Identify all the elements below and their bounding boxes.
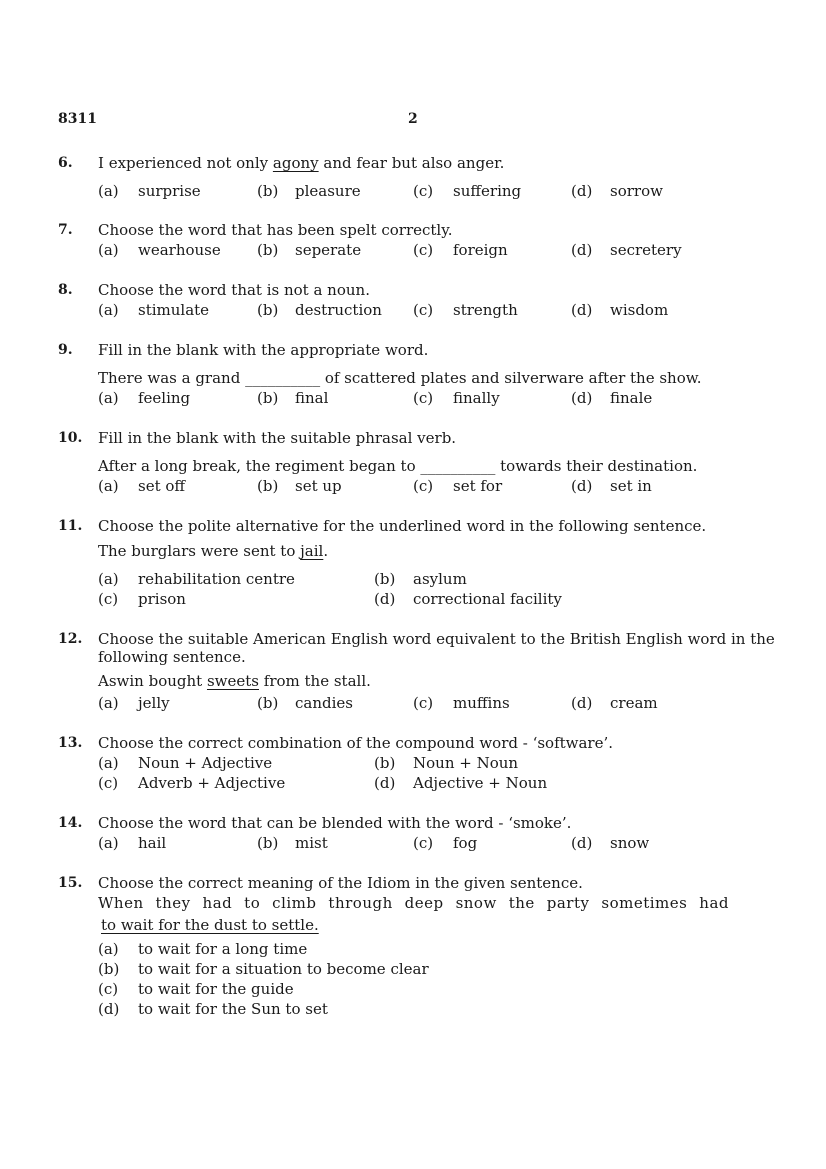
options-row [98, 754, 738, 774]
option-label: (a) [98, 834, 119, 852]
option-label: (a) [98, 301, 119, 319]
options-row [98, 834, 738, 854]
fill-blank-sentence: After a long break, the regiment began to __________ towards their destination. [98, 457, 698, 475]
option-label: (d) [571, 301, 593, 319]
options-row [98, 774, 738, 794]
option-label: (a) [98, 940, 119, 958]
options-row [98, 570, 738, 590]
question-number: 9. [58, 342, 73, 358]
option-label: (d) [571, 241, 593, 259]
option-label: (c) [413, 834, 434, 852]
question-sentence: Aswin bought sweets from the stall. [98, 672, 371, 690]
option-text: wearhouse [138, 241, 221, 259]
option-text: cream [610, 694, 658, 712]
options-row [98, 389, 738, 409]
option-line [98, 980, 738, 1000]
option-label: (d) [374, 590, 396, 608]
option-text: pleasure [295, 182, 361, 200]
option-text: finally [453, 389, 500, 407]
question-number: 13. [58, 735, 83, 751]
option-text: set off [138, 477, 186, 495]
option-text: rehabilitation centre [138, 570, 295, 588]
option-text: to wait for the guide [138, 980, 294, 998]
option-line [98, 940, 738, 960]
option-label: (b) [257, 241, 279, 259]
option-text: hail [138, 834, 167, 852]
option-label: (a) [98, 570, 119, 588]
option-label: (b) [257, 389, 279, 407]
option-label: (b) [257, 694, 279, 712]
question-number: 12. [58, 631, 83, 647]
option-label: (a) [98, 477, 119, 495]
underlined-idiom: to wait for the dust to settle. [101, 916, 319, 934]
option-text: seperate [295, 241, 362, 259]
option-label: (d) [571, 477, 593, 495]
option-label: (c) [413, 389, 434, 407]
question-number: 7. [58, 222, 73, 238]
underlined-word: sweets [206, 672, 259, 690]
option-label: (c) [413, 241, 434, 259]
question-sentence: The burglars were sent to jail. [98, 542, 329, 560]
option-text: to wait for a situation to become clear [138, 960, 429, 978]
option-label: (c) [98, 980, 119, 998]
option-text: to wait for a long time [138, 940, 308, 958]
question-number: 6. [58, 155, 73, 171]
option-text: fog [453, 834, 478, 852]
option-text: final [295, 389, 329, 407]
option-label: (c) [413, 694, 434, 712]
option-text: wisdom [610, 301, 669, 319]
option-text: prison [138, 590, 186, 608]
question-number: 8. [58, 282, 73, 298]
question-text: Choose the word that can be blended with the word - ‘smoke’. [98, 814, 572, 832]
option-text: Adjective + Noun [413, 774, 548, 792]
option-text: set in [610, 477, 652, 495]
options-row [98, 477, 738, 497]
option-label: (a) [98, 241, 119, 259]
question-number: 15. [58, 875, 83, 891]
option-text: muffins [453, 694, 510, 712]
option-label: (a) [98, 754, 119, 772]
underlined-word: agony [272, 154, 319, 172]
option-label: (a) [98, 694, 119, 712]
option-text: snow [610, 834, 650, 852]
question-text: Fill in the blank with the appropriate word. [98, 341, 429, 359]
options-row [98, 182, 738, 202]
option-label: (c) [413, 477, 434, 495]
option-label: (d) [98, 1000, 120, 1018]
idiom-sentence: When they had to climb through deep snow the party sometimes had [98, 894, 729, 912]
options-row [98, 590, 738, 610]
question-number: 11. [58, 518, 83, 534]
option-text: Noun + Noun [413, 754, 519, 772]
option-text: candies [295, 694, 353, 712]
option-text: sorrow [610, 182, 663, 200]
option-text: asylum [413, 570, 467, 588]
option-label: (b) [98, 960, 120, 978]
option-text: set up [295, 477, 342, 495]
option-text: stimulate [138, 301, 210, 319]
exam-code: 8311 [58, 111, 97, 127]
option-text: Adverb + Adjective [138, 774, 286, 792]
option-label: (b) [374, 570, 396, 588]
page-number: 2 [408, 111, 418, 127]
option-label: (b) [257, 477, 279, 495]
question-number: 10. [58, 430, 83, 446]
option-label: (d) [571, 182, 593, 200]
question-text: I experienced not only agony and fear but also anger. [98, 154, 505, 172]
question-text: Fill in the blank with the suitable phrasal verb. [98, 429, 457, 447]
option-label: (d) [571, 389, 593, 407]
option-line [98, 1000, 738, 1020]
option-label: (b) [374, 754, 396, 772]
option-text: to wait for the Sun to set [138, 1000, 328, 1018]
option-text: destruction [295, 301, 382, 319]
question-text: Choose the polite alternative for the underlined word in the following sentence. [98, 517, 707, 535]
option-text: jelly [138, 694, 170, 712]
option-label: (b) [257, 301, 279, 319]
option-label: (a) [98, 389, 119, 407]
option-text: secretery [610, 241, 682, 259]
option-text: surprise [138, 182, 201, 200]
option-label: (d) [571, 834, 593, 852]
question-text: Choose the correct combination of the compound word - ‘software’. [98, 734, 614, 752]
option-text: suffering [453, 182, 522, 200]
fill-blank-sentence: There was a grand __________ of scattered plates and silverware after the show. [98, 369, 702, 387]
option-text: mist [295, 834, 328, 852]
options-row [98, 241, 738, 261]
option-label: (c) [98, 774, 119, 792]
question-number: 14. [58, 815, 83, 831]
option-label: (b) [257, 182, 279, 200]
question-text: Choose the correct meaning of the Idiom in the given sentence. [98, 874, 583, 892]
question-text: Choose the suitable American English word equivalent to the British English word in the [98, 630, 775, 648]
option-label: (d) [571, 694, 593, 712]
option-label: (c) [98, 590, 119, 608]
options-row [98, 301, 738, 321]
option-text: set for [453, 477, 503, 495]
options-row [98, 694, 738, 714]
option-text: foreign [453, 241, 508, 259]
underlined-word: jail [300, 542, 324, 560]
option-text: feeling [138, 389, 191, 407]
option-label: (c) [413, 182, 434, 200]
option-line [98, 960, 738, 980]
question-text-continued: following sentence. [98, 648, 246, 666]
option-text: correctional facility [413, 590, 562, 608]
option-text: finale [610, 389, 653, 407]
question-text: Choose the word that is not a noun. [98, 281, 370, 299]
question-text: Choose the word that has been spelt correctly. [98, 221, 453, 239]
option-text: Noun + Adjective [138, 754, 273, 772]
option-label: (a) [98, 182, 119, 200]
option-text: strength [453, 301, 518, 319]
option-label: (d) [374, 774, 396, 792]
option-label: (c) [413, 301, 434, 319]
option-label: (b) [257, 834, 279, 852]
